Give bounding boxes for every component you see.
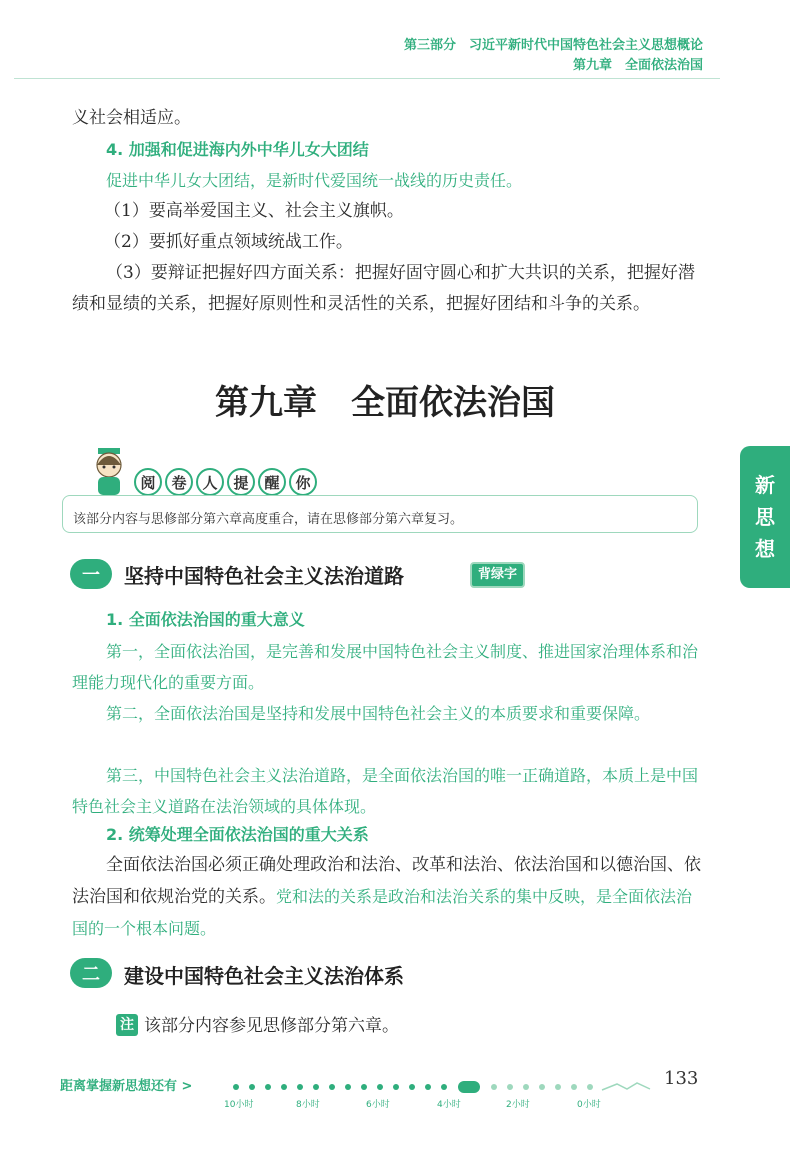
progress-tick: 6小时	[366, 1100, 390, 1110]
reminder-title	[134, 468, 317, 496]
section-number: 一	[70, 559, 112, 589]
highlight-text: 促进中华儿女大团结，是新时代爱国统一战线的历史责任。	[106, 171, 523, 190]
reminder-text: 该部分内容与思修部分第六章高度重合，请在思修部分第六章复习。	[73, 512, 464, 527]
paragraph-4-plain: 全面依法治国必须正确处理政治和法治、改革和法治、依法治国和以德治国、依法治国和依规治党的关系。	[72, 855, 701, 907]
memorize-badge: 背绿字	[470, 562, 525, 588]
note-text: 该部分内容参见思修部分第六章。	[144, 1016, 399, 1036]
running-header-chapter: 第九章 全面依法治国	[572, 58, 703, 73]
paragraph-2: 第二，全面依法治国是坚持和发展中国特色社会主义的本质要求和重要保障。	[106, 704, 651, 723]
list-item-3: （3）要辩证把握好四方面关系：把握好固守圆心和扩大共识的关系，把握好潜绩和显绩的关系，把握好原则性和灵活性的关系，把握好团结和斗争的关系。	[72, 263, 695, 314]
header-rule	[14, 78, 720, 79]
reminder-bubble: 人	[196, 468, 224, 496]
side-tab-char: 思	[755, 505, 775, 529]
chapter-title: 第九章 全面依法治国	[215, 383, 555, 423]
section-number: 二	[70, 958, 112, 988]
progress-tick: 0小时	[577, 1100, 601, 1110]
reminder-bubble: 阅	[134, 468, 162, 496]
section-title: 建设中国特色社会主义法治体系	[124, 964, 404, 988]
paragraph-4-green: 党和法的关系是政治和法治关系的集中反映，是全面依法治国的一个根本问题。	[72, 887, 693, 938]
subheading-4: 4. 加强和促进海内外中华儿女大团结	[106, 140, 369, 159]
list-item-1: （1）要高举爱国主义、社会主义旗帜。	[104, 201, 404, 221]
progress-tick: 10小时	[224, 1100, 254, 1110]
mascot-icon	[88, 445, 130, 497]
reminder-bubble: 卷	[165, 468, 193, 496]
progress-tick: 8小时	[296, 1100, 320, 1110]
note-line	[116, 1011, 748, 1042]
list-item-2: （2）要抓好重点领域统战工作。	[104, 232, 353, 252]
continuation-text: 义社会相适应。	[72, 108, 191, 128]
progress-tick: 4小时	[437, 1100, 461, 1110]
paragraph-4	[72, 850, 704, 945]
progress-track	[232, 1081, 652, 1093]
reminder-bubble: 醒	[258, 468, 286, 496]
paragraph-3: 第三，中国特色社会主义法治道路，是全面依法治国的唯一正确道路，本质上是中国特色社会主义道路在法治领域的具体体现。	[72, 766, 699, 816]
side-tab	[740, 446, 790, 588]
side-tab-char: 新	[755, 473, 775, 497]
note-tag: 注	[116, 1014, 138, 1036]
progress-label: 距离掌握新思想还有 >	[60, 1079, 193, 1094]
progress-tick: 2小时	[506, 1100, 530, 1110]
paragraph-1: 第一，全面依法治国，是完善和发展中国特色社会主义制度、推进国家治理体系和治理能力现代化的重要方面。	[72, 642, 699, 692]
reminder-bubble: 你	[289, 468, 317, 496]
reminder-bubble: 提	[227, 468, 255, 496]
running-header-part: 第三部分 习近平新时代中国特色社会主义思想概论	[403, 38, 703, 53]
page-number: 133	[664, 1068, 699, 1089]
subheading-2: 2. 统筹处理全面依法治国的重大关系	[106, 825, 369, 844]
subheading-1: 1. 全面依法治国的重大意义	[106, 610, 305, 629]
side-tab-char: 想	[755, 537, 775, 561]
section-title: 坚持中国特色社会主义法治道路	[124, 564, 404, 588]
